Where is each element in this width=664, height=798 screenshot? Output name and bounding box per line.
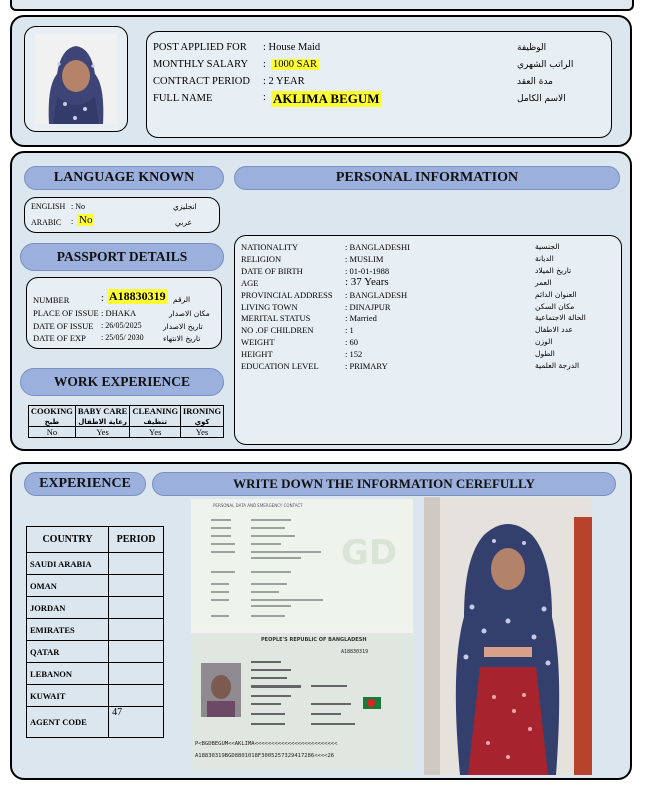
passport-scan	[191, 499, 413, 771]
doe-label: DATE OF EXP	[33, 333, 86, 343]
arabic-colon: :	[71, 217, 74, 226]
work-value-3: Yes	[181, 427, 224, 438]
passport-data-lines	[191, 509, 413, 629]
country-period	[109, 597, 164, 619]
country-period	[109, 553, 164, 575]
passport-detail-lines	[251, 657, 401, 747]
personal-row-ar: الدرجة العلمية	[535, 361, 580, 370]
work-header-text: BABY CARE	[77, 406, 128, 416]
personal-row-value: : PRIMARY	[345, 361, 388, 371]
personal-row-ar: الديانة	[535, 253, 554, 263]
personal-row-ar: عدد الاطفال	[535, 325, 573, 335]
header-panel	[10, 15, 632, 147]
country-row	[27, 663, 164, 685]
work-header-2	[130, 406, 181, 427]
name-label: FULL NAME	[153, 93, 213, 104]
country-name: EMIRATES	[27, 619, 109, 641]
contract-value: : 2 YEAR	[263, 76, 305, 87]
personal-row-label: AGE	[241, 277, 259, 288]
personal-row-label: PROVINCIAL ADDRESS	[241, 289, 333, 300]
passport-number-colon: :	[101, 293, 104, 304]
personal-row-value: : 152	[345, 349, 363, 360]
country-name: QATAR	[27, 641, 109, 663]
passport-country-title: PEOPLE'S REPUBLIC OF BANGLADESH	[261, 637, 367, 643]
personal-info-title: PERSONAL INFORMATION	[234, 166, 620, 190]
passport-number: A18830319	[109, 289, 166, 303]
personal-row-value: : DINAJPUR	[345, 301, 391, 312]
country-row	[27, 553, 164, 575]
country-name: JORDAN	[27, 597, 109, 619]
personal-row-ar: تاريخ الميلاد	[535, 265, 572, 275]
personal-row-ar: مكان السكن	[535, 301, 575, 311]
country-rows	[27, 553, 164, 707]
work-value-row	[29, 427, 224, 438]
work-header-ar: رعاية الاطفال	[78, 418, 127, 426]
arabic-label: ARABIC	[31, 218, 62, 227]
passport-scan-top-title: PERSONAL DATA AND EMERGENCY CONTACT	[213, 503, 303, 508]
country-header-row	[27, 527, 164, 553]
doe-ar: تاريخ الانتهاء	[163, 334, 201, 343]
details-panel	[10, 151, 632, 451]
work-value-1: Yes	[75, 427, 130, 438]
experience-title: EXPERIENCE	[24, 472, 146, 496]
work-header-text: IRONING	[182, 406, 222, 416]
mrz-line-1: P<BGDBEGUM<<AKLIMA<<<<<<<<<<<<<<<<<<<<<<<<<	[195, 741, 338, 747]
agent-code-value: 47	[109, 707, 164, 738]
passport-number-label: NUMBER	[33, 295, 70, 305]
english-value: : No	[71, 202, 85, 211]
personal-row-label: NO .OF CHILDREN	[241, 325, 314, 336]
salary-label: MONTHLY SALARY	[153, 59, 249, 70]
full-name: AKLIMA BEGUM	[273, 91, 380, 106]
personal-info-box	[234, 235, 622, 445]
personal-row-value: : 60	[345, 337, 358, 348]
country-period	[109, 663, 164, 685]
country-period	[109, 641, 164, 663]
personal-row-label: WEIGHT	[241, 337, 275, 348]
work-header-text: CLEANING	[132, 406, 179, 416]
country-name: KUWAIT	[27, 685, 109, 707]
personal-row-label: LIVING TOWN	[241, 301, 298, 312]
salary-value: 1000 SAR	[273, 59, 318, 70]
agent-code-label: AGENT CODE	[27, 707, 109, 738]
personal-row-label: MERITAL STATUS	[241, 313, 311, 324]
write-info-title: WRITE DOWN THE INFORMATION CEREFULLY	[152, 472, 616, 496]
personal-row-value: : Married	[345, 313, 377, 324]
header-bar	[10, 0, 634, 11]
name-colon: :	[263, 92, 266, 103]
contract-ar: مدة العقد	[517, 77, 553, 87]
country-period	[109, 685, 164, 707]
personal-row-label: NATIONALITY	[241, 242, 299, 252]
personal-row-value: : 01-01-1988	[345, 265, 390, 276]
work-header-row	[29, 406, 224, 427]
personal-row-ar: العمر	[535, 277, 552, 287]
place-value: : DHAKA	[101, 308, 137, 318]
country-name: LEBANON	[27, 663, 109, 685]
country-row	[27, 597, 164, 619]
post-value: : House Maid	[263, 42, 321, 53]
post-label: POST APPLIED FOR	[153, 42, 247, 53]
arabic-ar: عربي	[175, 218, 192, 227]
personal-row-value: : 37 Years	[345, 275, 389, 288]
agent-row	[27, 707, 164, 738]
work-header-1	[75, 406, 130, 427]
passport-data-page	[191, 499, 413, 629]
work-header-3	[181, 406, 224, 427]
personal-row-label: RELIGION	[241, 253, 282, 264]
place-label: PLACE OF ISSUE	[33, 308, 99, 318]
mrz-line-2: A18830319BGD8801018F3005257329417286<<<<26	[195, 753, 335, 759]
country-row	[27, 619, 164, 641]
country-period	[109, 575, 164, 597]
personal-row-ar: الجنسية	[535, 242, 560, 251]
work-header-ar: كوي	[194, 418, 210, 426]
work-experience-table	[28, 405, 224, 438]
personal-row-ar: العنوان الدائم	[535, 289, 577, 299]
english-ar: انجليزي	[173, 202, 197, 211]
work-value-2: Yes	[130, 427, 181, 438]
passport-scan-number: A18830319	[341, 649, 369, 655]
country-row	[27, 575, 164, 597]
country-name: OMAN	[27, 575, 109, 597]
english-label: ENGLISH	[31, 202, 66, 211]
work-header-text: COOKING	[30, 406, 73, 416]
personal-row-value: : 1	[345, 325, 354, 336]
doe-value: : 25/05/ 2030	[101, 333, 144, 342]
personal-row-value: : MUSLIM	[345, 253, 384, 264]
passport-number-ar: الرقم	[173, 295, 191, 304]
country-period	[109, 619, 164, 641]
passport-holder-photo	[201, 663, 241, 717]
personal-row-label: EDUCATION LEVEL	[241, 361, 319, 371]
personal-row-ar: الوزن	[535, 337, 553, 347]
passport-box	[26, 277, 222, 349]
country-row	[27, 685, 164, 707]
language-box	[24, 197, 220, 233]
doi-ar: تاريخ الاصدار	[163, 322, 203, 331]
personal-row-label: HEIGHT	[241, 349, 273, 360]
country-row	[27, 641, 164, 663]
contract-label: CONTRACT PERIOD	[153, 76, 250, 87]
language-title: LANGUAGE KNOWN	[24, 166, 224, 190]
country-col-header: COUNTRY	[27, 527, 109, 553]
name-ar: الاسم الكامل	[517, 94, 566, 104]
salary-colon: :	[263, 59, 266, 70]
place-ar: مكان الاصدار	[169, 309, 210, 318]
passport-photo-page	[191, 633, 413, 771]
personal-row-ar: الحالة الاجتماعية	[535, 313, 586, 323]
country-name: SAUDI ARABIA	[27, 553, 109, 575]
personal-row-value: : BANGLADESHI	[345, 242, 410, 252]
doi-value: : 26/05/2025	[101, 321, 142, 330]
personal-row-ar: الطول	[535, 349, 555, 359]
post-ar: الوظيفة	[517, 43, 547, 53]
passport-title: PASSPORT DETAILS	[20, 243, 224, 271]
period-col-header: PERIOD	[109, 527, 164, 553]
work-header-ar: تنظيف	[143, 418, 167, 426]
work-experience-title: WORK EXPERIENCE	[20, 368, 224, 396]
salary-ar: الراتب الشهري	[517, 60, 574, 70]
personal-row-value: : BANGLADESH	[345, 289, 408, 300]
svg-text:GD: GD	[341, 533, 398, 573]
job-info-box	[146, 31, 612, 138]
profile-photo-frame	[24, 26, 128, 132]
work-value-0: No	[29, 427, 76, 438]
work-header-0	[29, 406, 76, 427]
country-table	[26, 526, 164, 738]
full-body-photo	[424, 497, 592, 775]
doi-label: DATE OF ISSUE	[33, 321, 94, 331]
work-header-ar: طبخ	[44, 418, 60, 426]
profile-photo	[35, 34, 117, 124]
arabic-value: No	[79, 214, 93, 226]
personal-row-label: DATE OF BIRTH	[241, 265, 303, 276]
experience-panel	[10, 462, 632, 780]
